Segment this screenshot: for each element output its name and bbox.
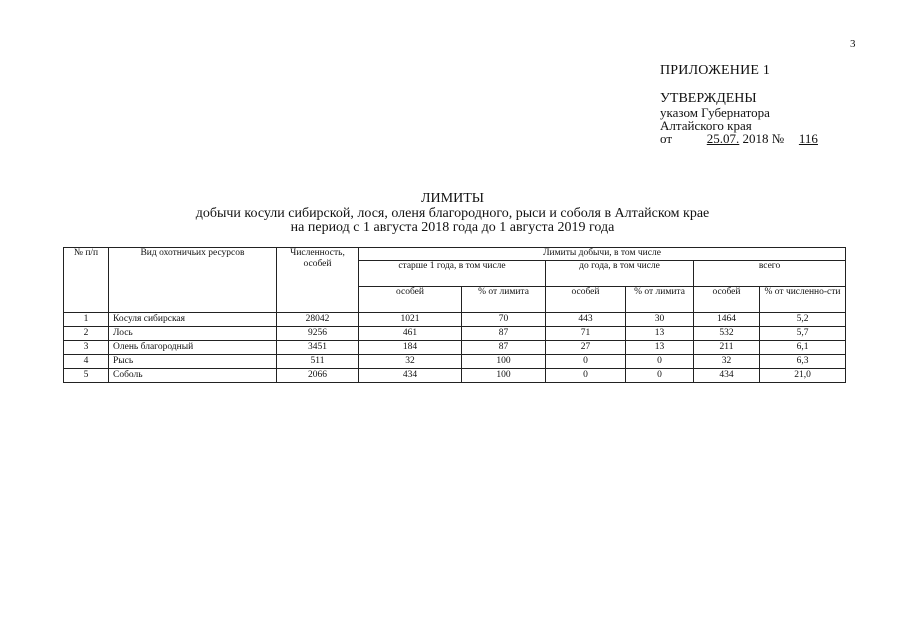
cell-total-pct: 6,3 <box>760 355 846 369</box>
cell-total: 532 <box>694 327 760 341</box>
table-row <box>64 313 846 327</box>
cell-total-pct: 5,7 <box>760 327 846 341</box>
cell-species: Косуля сибирская <box>109 313 277 327</box>
document-title: ЛИМИТЫ <box>421 191 484 206</box>
header-under: до года, в том числе <box>546 261 694 287</box>
decree-year: 2018 № <box>742 131 785 146</box>
appendix-label: ПРИЛОЖЕНИЕ 1 <box>660 63 771 78</box>
cell-under: 0 <box>546 369 626 383</box>
header-total: всего <box>694 261 846 287</box>
header-population: Численность, особей <box>277 248 359 313</box>
header-under-pct: % от лимита <box>626 287 694 313</box>
cell-total: 211 <box>694 341 760 355</box>
region-label: Алтайского края <box>660 118 752 133</box>
cell-older: 32 <box>359 355 462 369</box>
decree-date-line <box>660 132 829 145</box>
cell-total: 434 <box>694 369 760 383</box>
cell-total-pct: 5,2 <box>760 313 846 327</box>
from-label: от <box>660 131 673 146</box>
cell-under: 0 <box>546 355 626 369</box>
cell-older: 461 <box>359 327 462 341</box>
cell-under: 71 <box>546 327 626 341</box>
document-subtitle-2: на период с 1 августа 2018 года до 1 августа 2019 года <box>290 220 615 236</box>
cell-num: 3 <box>64 341 109 355</box>
cell-older-pct: 87 <box>462 327 546 341</box>
cell-num: 2 <box>64 327 109 341</box>
cell-under-pct: 13 <box>626 341 694 355</box>
cell-under: 27 <box>546 341 626 355</box>
approved-by: указом Губернатора <box>660 105 770 120</box>
cell-num: 5 <box>64 369 109 383</box>
decree-number: 116 <box>798 131 818 146</box>
header-total-individuals: особей <box>694 287 760 313</box>
decree-date: 25.07. <box>706 131 740 146</box>
cell-population: 28042 <box>277 313 359 327</box>
cell-num: 4 <box>64 355 109 369</box>
cell-total-pct: 6,1 <box>760 341 846 355</box>
header-older-pct: % от лимита <box>462 287 546 313</box>
cell-under-pct: 13 <box>626 327 694 341</box>
cell-species: Соболь <box>109 369 277 383</box>
cell-total: 32 <box>694 355 760 369</box>
header-older-individuals: особей <box>359 287 462 313</box>
approval-block <box>660 64 829 145</box>
cell-species: Лось <box>109 327 277 341</box>
header-num: № п/п <box>64 248 109 313</box>
document-heading <box>60 192 845 236</box>
cell-under-pct: 0 <box>626 369 694 383</box>
cell-older: 184 <box>359 341 462 355</box>
header-limits: Лимиты добычи, в том числе <box>359 248 846 261</box>
page-number: 3 <box>850 38 856 50</box>
header-older: старше 1 года, в том числе <box>359 261 546 287</box>
table-row <box>64 369 846 383</box>
cell-older-pct: 87 <box>462 341 546 355</box>
table-row <box>64 327 846 341</box>
table-row <box>64 355 846 369</box>
cell-older-pct: 100 <box>462 355 546 369</box>
limits-table <box>63 247 846 383</box>
cell-under-pct: 0 <box>626 355 694 369</box>
cell-older: 434 <box>359 369 462 383</box>
header-species: Вид охотничьих ресурсов <box>109 248 277 313</box>
document-subtitle-1: добычи косули сибирской, лося, оленя благородного, рыси и соболя в Алтайском крае <box>195 205 710 221</box>
table-row <box>64 341 846 355</box>
cell-under: 443 <box>546 313 626 327</box>
cell-population: 3451 <box>277 341 359 355</box>
cell-under-pct: 30 <box>626 313 694 327</box>
cell-total: 1464 <box>694 313 760 327</box>
header-under-individuals: особей <box>546 287 626 313</box>
cell-num: 1 <box>64 313 109 327</box>
cell-population: 9256 <box>277 327 359 341</box>
cell-older-pct: 100 <box>462 369 546 383</box>
cell-total-pct: 21,0 <box>760 369 846 383</box>
cell-species: Олень благородный <box>109 341 277 355</box>
cell-species: Рысь <box>109 355 277 369</box>
cell-older-pct: 70 <box>462 313 546 327</box>
cell-population: 511 <box>277 355 359 369</box>
approved-label: УТВЕРЖДЕНЫ <box>660 91 757 106</box>
cell-population: 2066 <box>277 369 359 383</box>
header-total-pct: % от численно-сти <box>760 287 846 313</box>
cell-older: 1021 <box>359 313 462 327</box>
